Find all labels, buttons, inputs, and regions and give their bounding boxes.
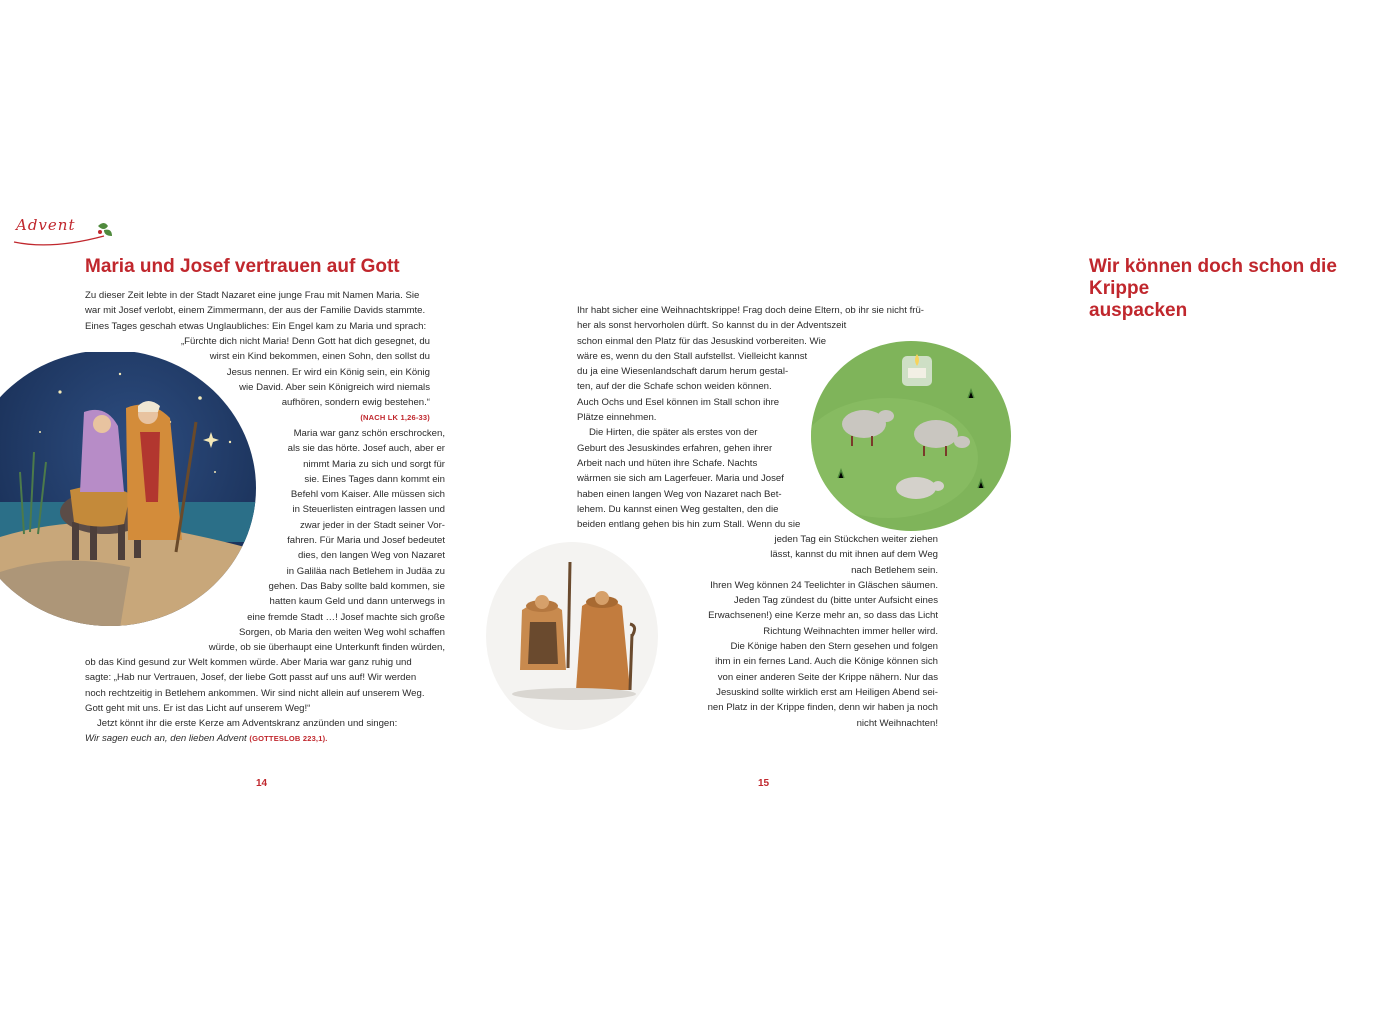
text-line: Arbeit nach und hüten ihre Schafe. Nachts <box>577 457 758 469</box>
text-line: Erwachsenen!) eine Kerze mehr an, so dass das Licht <box>708 610 938 622</box>
text-line: Ihr habt sicher eine Weihnachtskrippe! Frag doch deine Eltern, ob ihr sie nicht frü- <box>577 305 924 316</box>
text-line: Maria war ganz schön erschrocken, <box>293 428 445 439</box>
text-line: wärmen sie sich am Lagerfeuer. Maria und Josef <box>577 473 784 485</box>
text-line: dies, den langen Weg von Nazaret <box>297 550 445 562</box>
song-line <box>85 731 445 746</box>
text-line: in Galiläa nach Betlehem in Judäa zu <box>286 565 445 577</box>
text-line: nach Betlehem sein. <box>851 564 938 576</box>
text-line: sie. Eines Tages dann kommt ein <box>304 473 445 485</box>
page-title <box>1089 256 1389 322</box>
text-line: als sie das hörte. Josef auch, aber er <box>287 443 445 455</box>
text-line: sagte: „Hab nur Vertrauen, Josef, der liebe Gott passt auf uns auf! Wir werden <box>85 672 417 684</box>
text-line: Sorgen, ob Maria den weiten Weg wohl schaffen <box>238 626 445 638</box>
intro-paragraph <box>85 288 430 334</box>
text-line: schon einmal den Platz für das Jesuskind vorbereiten. Wie <box>577 335 827 347</box>
song-title: Wir sagen euch an, den lieben Advent <box>85 733 247 745</box>
text-line: Eines Tages geschah etwas Unglaubliches: Ein Engel kam zu Maria und sprach: <box>85 320 427 332</box>
text-line: Die Hirten, die später als erstes von der <box>589 427 758 439</box>
text-line: Die Könige haben den Stern gesehen und folgen <box>730 641 938 653</box>
quote-line: aufhören, sondern ewig bestehen.“ <box>281 397 430 409</box>
title-line: Wir können doch schon die Krippe <box>1089 256 1337 299</box>
quote-line: wie David. Aber sein Königreich wird niemals <box>239 381 430 393</box>
quote-line: „Fürchte dich nicht Maria! Denn Gott hat dich gesegnet, du <box>180 336 430 347</box>
text-line: Geburt des Jesuskindes erfahren, gehen ihrer <box>577 442 773 454</box>
crib-figures-illustration <box>484 540 660 732</box>
text-line: ihm in ein fernes Land. Auch die Könige können sich <box>715 656 938 668</box>
text-line: Jetzt könnt ihr die erste Kerze am Adventskranz anzünden und singen: <box>97 718 398 730</box>
quote-line: Jesus nennen. Er wird ein König sein, ein König <box>226 366 430 378</box>
text-line: du ja eine Wiesenlandschaft darum herum gestal- <box>577 366 789 378</box>
closing-paragraph <box>85 655 445 747</box>
text-line: Jeden Tag zündest du (bitte unter Aufsicht eines <box>733 595 938 607</box>
page-number: 15 <box>758 778 770 789</box>
text-line: fahren. Für Maria und Josef bedeutet <box>287 535 445 547</box>
text-line: beiden entlang gehen bis hin zum Stall. Wenn du sie <box>577 519 801 531</box>
text-line: nimmt Maria zu sich und sorgt für <box>303 458 445 470</box>
left-page <box>0 0 512 1024</box>
text-line: Jesuskind sollte wirklich erst am Heiligen Abend sei- <box>716 686 938 698</box>
text-line: jeden Tag ein Stückchen weiter ziehen <box>774 534 938 545</box>
sheep-meadow-illustration <box>808 338 1014 534</box>
quote-line: wirst ein Kind bekommen, einen Sohn, den sollst du <box>209 351 430 363</box>
text-line: nicht Weihnachten! <box>856 717 938 729</box>
text-line: Auch Ochs und Esel können im Stall schon ihre <box>577 396 780 408</box>
title-line: auspacken <box>1089 300 1188 321</box>
path-paragraph <box>612 532 938 731</box>
maria-josef-donkey-illustration <box>0 352 262 628</box>
text-line: in Steuerlisten eintragen lassen und <box>292 504 445 516</box>
text-line: Zu dieser Zeit lebte in der Stadt Nazaret eine junge Frau mit Namen Maria. Sie <box>85 290 420 301</box>
text-line: eine fremde Stadt …! Josef machte sich große <box>247 611 445 623</box>
bible-reference: (NACH LK 1,26-33) <box>360 413 430 423</box>
text-line: gehen. Das Baby sollte bald kommen, sie <box>268 580 445 592</box>
text-line: von einer anderen Seite der Krippe nähern. Nur das <box>717 671 938 683</box>
text-line: lehem. Du kannst einen Weg gestalten, den die <box>577 503 779 515</box>
page-title: Maria und Josef vertrauen auf Gott <box>85 256 400 277</box>
text-line: hatten kaum Geld und dann unterwegs in <box>269 596 445 608</box>
text-line: ten, auf der die Schafe schon weiden können. <box>577 381 772 393</box>
text-line: ob das Kind gesund zur Welt kommen würde. Aber Maria war ganz ruhig und <box>85 657 412 668</box>
text-line: lässt, kannst du mit ihnen auf dem Weg <box>770 549 938 561</box>
section-tag-label: Advent <box>16 216 76 234</box>
right-page <box>512 0 1337 1024</box>
text-line: wäre es, wenn du den Stall aufstellst. Vielleicht kannst <box>577 350 808 362</box>
song-reference: (GOTTESLOB 223,1). <box>249 734 328 744</box>
text-line: nen Platz in der Krippe finden, denn wir haben ja noch <box>707 702 938 714</box>
text-line: Richtung Weihnachten immer heller wird. <box>763 625 938 637</box>
text-line: Plätze einnehmen. <box>577 412 657 424</box>
text-line: her als sonst hervorholen dürft. So kannst du in der Adventszeit <box>577 320 847 332</box>
text-line: Ihren Weg können 24 Teelichter in Gläschen säumen. <box>710 579 938 591</box>
text-line: zwar jeder in der Stadt seiner Vor- <box>299 519 445 531</box>
text-line: haben einen langen Weg von Nazaret nach Bet- <box>577 488 782 500</box>
text-line: noch rechtzeitig in Betlehem ankommen. Wir sind nicht allein auf unserem Weg. <box>85 687 425 699</box>
text-line: würde, ob sie überhaupt eine Unterkunft finden würden, <box>208 642 445 654</box>
page-number: 14 <box>256 778 268 789</box>
text-line: war mit Josef verlobt, einem Zimmermann, der aus der Familie Davids stammte. <box>85 305 426 317</box>
text-line: Gott geht mit uns. Er ist das Licht auf unserem Weg!“ <box>85 702 311 714</box>
section-tag <box>12 214 122 248</box>
text-line: Befehl vom Kaiser. Alle müssen sich <box>290 489 445 501</box>
